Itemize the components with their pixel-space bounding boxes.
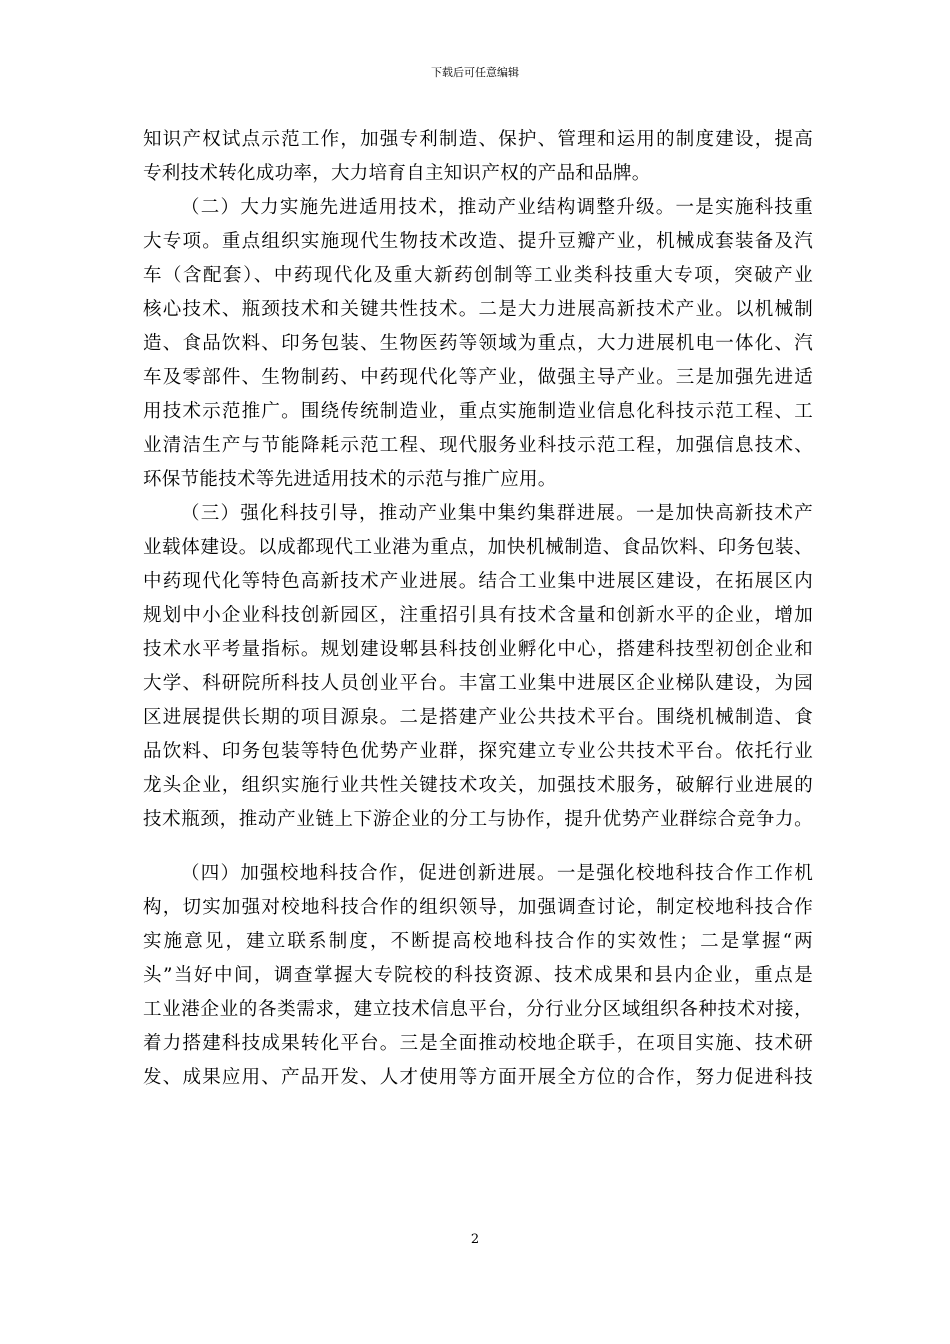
text-line: 大专项。重点组织实施现代生物技术改造、提升豆瓣产业，机械成套装备及汽 [143,231,813,252]
text-line: 车（含配套）、中药现代化及重大新药创制等工业类科技重大专项，突破产业 [143,265,813,286]
text-line: 造、食品饮料、印务包装、生物医药等领域为重点，大力进展机电一体化、汽 [143,333,813,354]
text-line: 头”当好中间，调查掌握大专院校的科技资源、技术成果和县内企业，重点是 [143,965,813,986]
text-line: 规划中小企业科技创新园区，注重招引具有技术含量和创新水平的企业，增加 [143,605,813,626]
page-header: 下载后可任意编辑 [431,66,519,79]
text-line: 龙头企业，组织实施行业共性关键技术攻关，加强技术服务，破解行业进展的 [143,775,813,796]
text-line: 技术瓶颈，推动产业链上下游企业的分工与协作，提升优势产业群综合竞争力。 [143,809,813,830]
text-line: 专利技术转化成功率，大力培育自主知识产权的产品和品牌。 [143,163,651,184]
paragraph-spacer [143,837,813,857]
page-number: 2 [470,1232,480,1247]
text-line: （三）强化科技引导，推动产业集中集约集群进展。一是加快高新技术产 [181,503,813,524]
text-line: 业清洁生产与节能降耗示范工程、现代服务业科技示范工程，加强信息技术、 [143,435,813,456]
text-line: 品饮料、印务包装等特色优势产业群，探究建立专业公共技术平台。依托行业 [143,741,813,762]
text-line: 业载体建设。以成都现代工业港为重点，加快机械制造、食品饮料、印务包装、 [143,537,813,558]
text-line: （二）大力实施先进适用技术，推动产业结构调整升级。一是实施科技重 [181,197,813,218]
document-body [143,123,813,1095]
text-line: （四）加强校地科技合作，促进创新进展。一是强化校地科技合作工作机 [181,863,813,884]
text-line: 知识产权试点示范工作，加强专利制造、保护、管理和运用的制度建设，提高 [143,129,813,150]
text-line: 实施意见，建立联系制度，不断提高校地科技合作的实效性；二是掌握“两 [143,931,813,952]
text-line: 核心技术、瓶颈技术和关键共性技术。二是大力进展高新技术产业。以机械制 [143,299,813,320]
text-line: 构，切实加强对校地科技合作的组织领导，加强调查讨论，制定校地科技合作 [143,897,813,918]
paragraph [143,857,813,1095]
text-line: 中药现代化等特色高新技术产业进展。结合工业集中进展区建设，在拓展区内 [143,571,813,592]
paragraph [143,497,813,837]
text-line: 技术水平考量指标。规划建设郫县科技创业孵化中心，搭建科技型初创企业和 [143,639,813,660]
text-line: 着力搭建科技成果转化平台。三是全面推动校地企联手，在项目实施、技术研 [143,1033,813,1054]
paragraph [143,191,813,497]
text-line: 环保节能技术等先进适用技术的示范与推广应用。 [143,469,557,490]
text-line: 车及零部件、生物制药、中药现代化等产业，做强主导产业。三是加强先进适 [143,367,813,388]
text-line: 大学、科研院所科技人员创业平台。丰富工业集中进展区企业梯队建设，为园 [143,673,813,694]
text-line: 用技术示范推广。围绕传统制造业，重点实施制造业信息化科技示范工程、工 [143,401,813,422]
paragraph [143,123,813,191]
text-line: 工业港企业的各类需求，建立技术信息平台，分行业分区域组织各种技术对接， [143,999,813,1020]
text-line: 发、成果应用、产品开发、人才使用等方面开展全方位的合作，努力促进科技 [143,1067,813,1088]
text-line: 区进展提供长期的项目源泉。二是搭建产业公共技术平台。围绕机械制造、食 [143,707,813,728]
